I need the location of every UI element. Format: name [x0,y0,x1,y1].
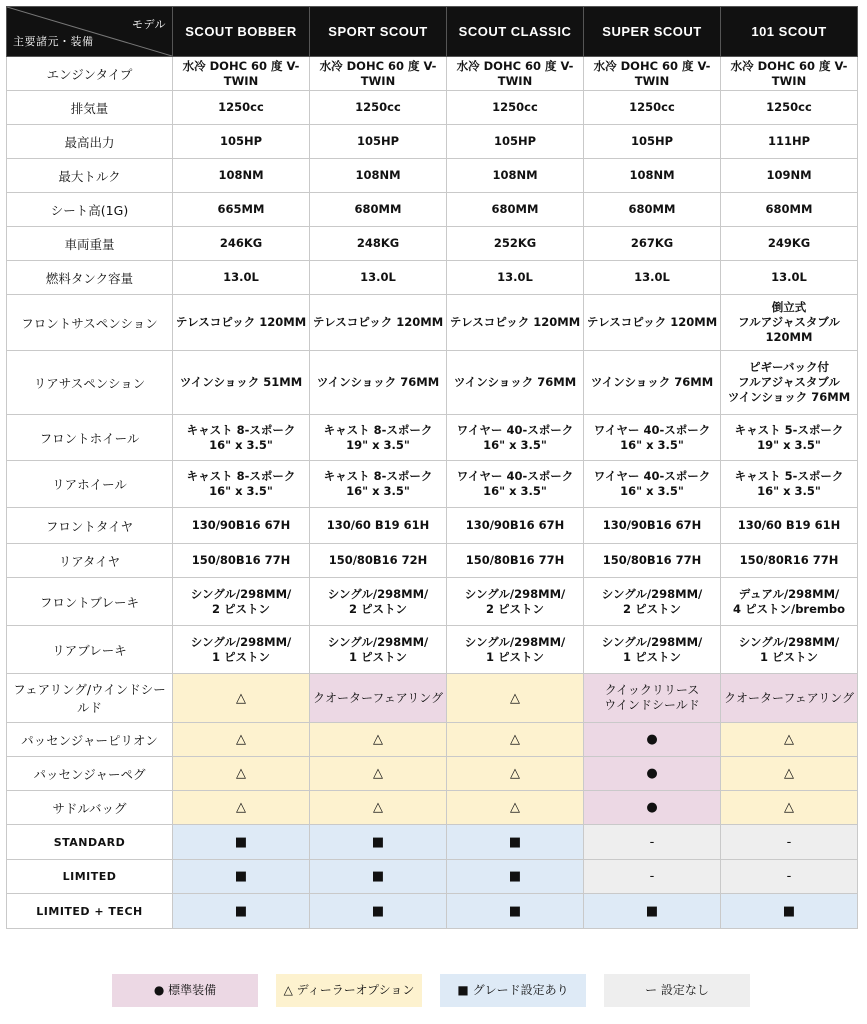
equipment-value: △ [173,791,310,825]
spec-value: 1250cc [584,91,721,125]
spec-value: 105HP [447,125,584,159]
spec-label: 排気量 [7,91,173,125]
spec-value: 13.0L [584,261,721,295]
spec-value: 1250cc [447,91,584,125]
spec-value: ワイヤー 40-スポーク 16" x 3.5" [584,461,721,508]
spec-value: 130/90B16 67H [584,508,721,544]
spec-label: エンジンタイプ [7,57,173,91]
corner-model-label: モデル [132,19,166,31]
spec-row [7,193,858,227]
spec-value: 1250cc [310,91,447,125]
equipment-label: フェアリング/ウインドシールド [7,674,173,723]
grade-row [7,860,858,894]
grade-value: - [721,825,858,860]
grade-value: ■ [447,825,584,860]
spec-value: ツインショック 51MM [173,351,310,415]
spec-label: シート高(1G) [7,193,173,227]
grade-value: ■ [173,825,310,860]
spec-value: 150/80B16 77H [447,544,584,578]
equipment-row [7,674,858,723]
spec-value: 倒立式 フルアジャスタブル 120MM [721,295,858,351]
spec-value: 水冷 DOHC 60 度 V-TWIN [721,57,858,91]
spec-value: 680MM [310,193,447,227]
spec-value: 249KG [721,227,858,261]
spec-value: ワイヤー 40-スポーク 16" x 3.5" [447,415,584,461]
spec-value: 150/80B16 77H [173,544,310,578]
equipment-label: サドルバッグ [7,791,173,825]
spec-value: 130/60 B19 61H [310,508,447,544]
spec-row [7,544,858,578]
equipment-value: ● [584,791,721,825]
equipment-value: △ [721,723,858,757]
grade-value: ■ [584,894,721,929]
grade-value: - [584,825,721,860]
spec-value: 105HP [173,125,310,159]
spec-value: 1250cc [721,91,858,125]
equipment-value: △ [310,791,447,825]
spec-value: 248KG [310,227,447,261]
spec-value: 水冷 DOHC 60 度 V-TWIN [447,57,584,91]
spec-row [7,415,858,461]
spec-value: 105HP [584,125,721,159]
grade-value: ■ [447,860,584,894]
spec-row [7,227,858,261]
spec-row [7,508,858,544]
spec-value: 150/80B16 77H [584,544,721,578]
spec-value: キャスト 8-スポーク 16" x 3.5" [310,461,447,508]
spec-row [7,461,858,508]
spec-value: 109NM [721,159,858,193]
model-header: SCOUT CLASSIC [447,7,584,57]
header-row [7,7,858,57]
equipment-value: ● [584,757,721,791]
model-header: SCOUT BOBBER [173,7,310,57]
spec-value: 246KG [173,227,310,261]
spec-value: シングル/298MM/ 1 ピストン [721,626,858,674]
grade-value: ■ [447,894,584,929]
spec-value: 111HP [721,125,858,159]
spec-label: リアブレーキ [7,626,173,674]
legend [0,974,867,1007]
equipment-value: △ [721,757,858,791]
spec-value: 105HP [310,125,447,159]
equipment-label: パッセンジャーペグ [7,757,173,791]
equipment-value: △ [447,674,584,723]
spec-row [7,125,858,159]
spec-value: 665MM [173,193,310,227]
spec-label: 車両重量 [7,227,173,261]
spec-value: 267KG [584,227,721,261]
spec-value: テレスコピック 120MM [310,295,447,351]
spec-value: テレスコピック 120MM [584,295,721,351]
spec-value: 水冷 DOHC 60 度 V-TWIN [173,57,310,91]
legend-dealer-option: △ ディーラーオプション [276,974,422,1007]
spec-value: 680MM [447,193,584,227]
equipment-value: △ [447,757,584,791]
equipment-row [7,757,858,791]
spec-row [7,578,858,626]
equipment-value: クイックリリース ウインドシールド [584,674,721,723]
spec-value: キャスト 5-スポーク 16" x 3.5" [721,461,858,508]
spec-value: シングル/298MM/ 1 ピストン [173,626,310,674]
spec-value: ワイヤー 40-スポーク 16" x 3.5" [447,461,584,508]
grade-value: - [721,860,858,894]
corner-spec-label: 主要諸元・装備 [13,36,94,48]
spec-value: シングル/298MM/ 2 ピストン [310,578,447,626]
spec-label: 最大トルク [7,159,173,193]
spec-row [7,261,858,295]
spec-value: 108NM [584,159,721,193]
equipment-value: クオーターフェアリング [310,674,447,723]
spec-label: リアタイヤ [7,544,173,578]
spec-label: フロントホイール [7,415,173,461]
equipment-value: △ [721,791,858,825]
spec-value: テレスコピック 120MM [173,295,310,351]
spec-value: ピギーバック付 フルアジャスタブル ツインショック 76MM [721,351,858,415]
spec-table-container [6,6,858,929]
spec-row [7,351,858,415]
spec-label: 最高出力 [7,125,173,159]
spec-value: ツインショック 76MM [310,351,447,415]
spec-value: 13.0L [721,261,858,295]
spec-table-body [7,57,858,929]
spec-row [7,626,858,674]
grade-value: - [584,860,721,894]
spec-value: 252KG [447,227,584,261]
spec-value: 150/80R16 77H [721,544,858,578]
equipment-value: △ [447,723,584,757]
spec-value: テレスコピック 120MM [447,295,584,351]
spec-value: 680MM [721,193,858,227]
spec-value: キャスト 8-スポーク 16" x 3.5" [173,415,310,461]
spec-label: 燃料タンク容量 [7,261,173,295]
spec-value: 水冷 DOHC 60 度 V-TWIN [310,57,447,91]
model-header: SUPER SCOUT [584,7,721,57]
equipment-value: クオーターフェアリング [721,674,858,723]
spec-row [7,91,858,125]
spec-value: シングル/298MM/ 2 ピストン [447,578,584,626]
grade-row [7,894,858,929]
spec-value: 13.0L [447,261,584,295]
spec-value: デュアル/298MM/ 4 ピストン/brembo [721,578,858,626]
spec-row [7,57,858,91]
equipment-value: △ [173,723,310,757]
equipment-row [7,723,858,757]
spec-value: キャスト 8-スポーク 16" x 3.5" [173,461,310,508]
spec-label: フロントタイヤ [7,508,173,544]
spec-value: 水冷 DOHC 60 度 V-TWIN [584,57,721,91]
spec-value: シングル/298MM/ 2 ピストン [173,578,310,626]
spec-value: シングル/298MM/ 1 ピストン [310,626,447,674]
spec-value: 130/90B16 67H [173,508,310,544]
equipment-label: パッセンジャーピリオン [7,723,173,757]
spec-value: 13.0L [173,261,310,295]
grade-value: ■ [310,825,447,860]
spec-value: シングル/298MM/ 1 ピストン [447,626,584,674]
spec-value: キャスト 8-スポーク 19" x 3.5" [310,415,447,461]
spec-label: リアホイール [7,461,173,508]
legend-none: ー 設定なし [604,974,750,1007]
grade-label: LIMITED [7,860,173,894]
equipment-value: ● [584,723,721,757]
spec-value: ワイヤー 40-スポーク 16" x 3.5" [584,415,721,461]
equipment-value: △ [310,757,447,791]
spec-value: ツインショック 76MM [447,351,584,415]
spec-value: 108NM [447,159,584,193]
spec-row [7,159,858,193]
grade-value: ■ [173,894,310,929]
equipment-row [7,791,858,825]
spec-value: ツインショック 76MM [584,351,721,415]
spec-value: 130/60 B19 61H [721,508,858,544]
equipment-value: △ [173,674,310,723]
spec-label: リアサスペンション [7,351,173,415]
grade-row [7,825,858,860]
spec-value: シングル/298MM/ 1 ピストン [584,626,721,674]
grade-value: ■ [721,894,858,929]
model-header: SPORT SCOUT [310,7,447,57]
spec-label: フロントブレーキ [7,578,173,626]
equipment-value: △ [173,757,310,791]
header-corner [7,7,173,57]
grade-label: LIMITED + TECH [7,894,173,929]
grade-label: STANDARD [7,825,173,860]
legend-standard: ● 標準装備 [112,974,258,1007]
grade-value: ■ [173,860,310,894]
spec-value: 108NM [173,159,310,193]
spec-value: 130/90B16 67H [447,508,584,544]
spec-row [7,295,858,351]
spec-label: フロントサスペンション [7,295,173,351]
spec-value: 150/80B16 72H [310,544,447,578]
spec-value: シングル/298MM/ 2 ピストン [584,578,721,626]
spec-value: 13.0L [310,261,447,295]
grade-value: ■ [310,894,447,929]
spec-value: 108NM [310,159,447,193]
equipment-value: △ [447,791,584,825]
equipment-value: △ [310,723,447,757]
spec-table [6,6,858,929]
grade-value: ■ [310,860,447,894]
spec-value: 680MM [584,193,721,227]
spec-value: 1250cc [173,91,310,125]
legend-grade: ■ グレード設定あり [440,974,586,1007]
model-header: 101 SCOUT [721,7,858,57]
spec-value: キャスト 5-スポーク 19" x 3.5" [721,415,858,461]
